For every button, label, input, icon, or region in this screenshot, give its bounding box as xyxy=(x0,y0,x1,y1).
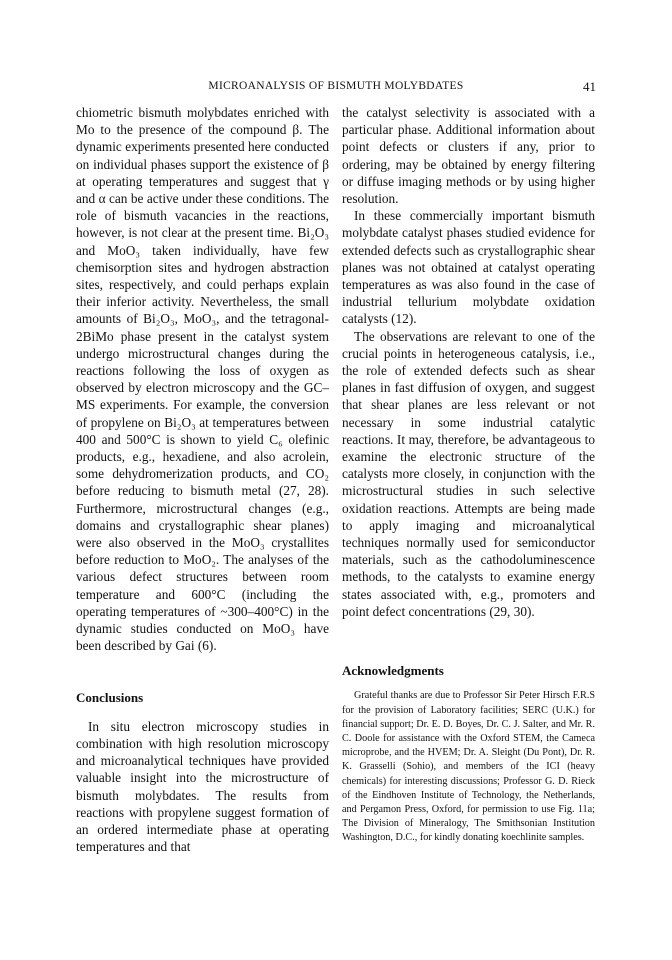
body-paragraph: The observations are relevant to one of the crucial points in heterogeneous catalysis, i.e., the role of extended defects such as shear planes in fast diffusion of oxygen, and suggest that shear planes are less relevant or not necessary in some industrial catalytic reactions. It may, therefore, be advantageous to examine the electronic structure of the catalysts more closely, in conjunction with the microstructural studies in such selective oxidation reactions. Attempts are being made to apply imaging and microanalytical techniques normally used for semiconductor materials, such as the cathodoluminescence methods, to the catalysts to examine energy states associated with, e.g., promoters and point defect concentrations (29, 30). xyxy=(342,328,595,619)
body-paragraph: In these commercially important bismuth molybdate catalyst phases studied evidence for extended defects such as crystallographic shear planes was not obtained at catalyst operating temperatures as was also found in the case of industrial tellurium molybdate oxidation catalysts (12). xyxy=(342,208,595,327)
left-column xyxy=(76,104,329,855)
body-paragraph: chiometric bismuth molybdates enriched with Mo to the presence of the compound β. The dynamic experiments presented here conducted on individual phases support the existence of β at operating temperatures and suggest that γ and α can be active under these conditions. The role of bismuth vacancies in the reactions, however, is not clear at the present time. Bi₂O₃ and MoO₃ taken individually, have few chemisorption sites and hydrogen abstraction sites, respectively, and could perhaps explain their inferior activity. Nevertheless, the small amounts of Bi₂O₃, MoO₃, and the tetragonal-2BiMo phase present in the catalyst system undergo microstructural changes during the reactions following the loss of oxygen as observed by electron microscopy and the GC–MS experiments. For example, the conversion of propylene on Bi₂O₃ at temperatures between 400 and 500°C is shown to yield C₆ olefinic products, e.g., hexadiene, and also acrolein, some dehydromerization products, and CO₂ before reducing to bismuth metal (27, 28). Furthermore, microstructural changes (e.g., domains and crystallographic shear planes) were also observed in the MoO₃ crystallites before reduction to MoO₂. The analyses of the various defect structures between room temperature and 600°C (including the operating temperatures of ~300–400°C) in the dynamic studies conducted on MoO₃ have been described by Gai (6). xyxy=(76,105,329,654)
right-column xyxy=(342,104,595,846)
acknowledgments-text: Grateful thanks are due to Professor Sir Peter Hirsch F.R.S for the provision of Laboratory facilities; SERC (U.K.) for financial support; Dr. E. D. Boyes, Dr. C. J. Salter, and Mr. R. C. Doole for assistance with the Oxford STEM, the Cameca microprobe, and the HVEM; Dr. A. Sleight (Du Pont), Dr. R. K. Grasselli (Sohio), and members of the ICI (heavy chemicals) for interesting discussions; Professor G. D. Rieck of the Eindhoven Institute of Technology, the Netherlands, and Pergamon Press, Oxford, for permission to use Fig. 11a; The Division of Mineralogy, The Smithsonian Institution Washington, D.C., for kindly donating koechlinite samples. xyxy=(342,690,595,844)
page-header xyxy=(76,80,596,98)
running-head: MICROANALYSIS OF BISMUTH MOLYBDATES xyxy=(208,80,464,92)
body-paragraph: the catalyst selectivity is associated with a particular phase. Additional information about point defects or clusters if any, prior to ordering, may be obtained by energy filtering or diffuse imaging methods or by using higher resolution. xyxy=(342,105,595,207)
section-heading-conclusions: Conclusions xyxy=(76,689,144,705)
page-number: 41 xyxy=(583,79,596,94)
section-heading-acknowledgments: Acknowledgments xyxy=(342,663,444,679)
conclusions-paragraph: In situ electron microscopy studies in combination with high resolution microscopy and microanalytical techniques have provided valuable insight into the microstructure of bismuth molybdates. The results from reactions with propylene suggest formation of an ordered intermediate phase at operating temperatures and that xyxy=(76,718,329,855)
